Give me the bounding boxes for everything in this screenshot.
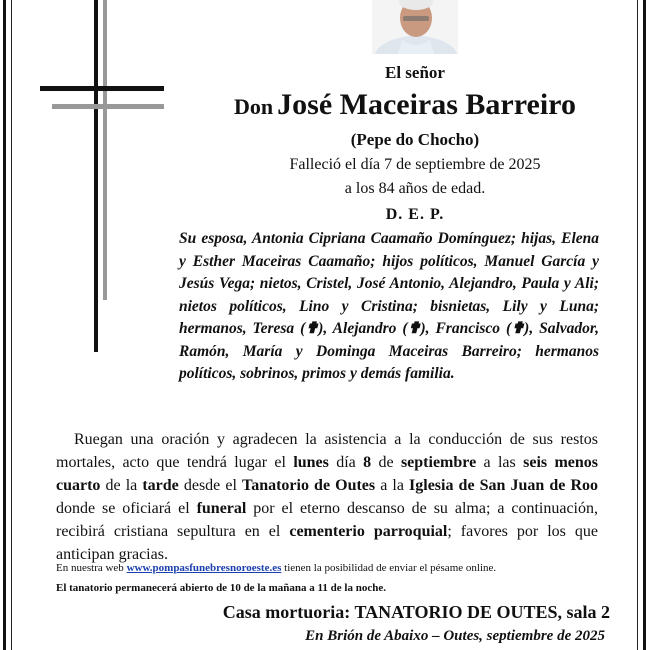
tanatorio-hours: El tanatorio permanecerá abierto de 10 de la mañana a 11 de la noche. [56,582,386,594]
announcement-month: septiembre [400,454,477,471]
portrait-photo [372,0,458,54]
family-list: Su esposa, Antonia Cipriana Caamaño Domínguez; hijas, Elena y Esther Maceiras Caamaño; hijos políticos, Manuel García y Jesús Vega; nietos, Cristel, José Antonio, Alejandro, Paula y Ali; nietos políticos, Lino y Cristina; bisnietas, Lily y Luna; hermanos, Teresa (✟), Alejandro (✟), Francisco (✟), Salvador, Ramón, María y Dominga Maceiras Barreiro; hermanos políticos, sobrinos, primos y demás familia. [179,230,599,382]
web-note-suffix: tienen la posibilidad de enviar el pésame online. [281,562,497,574]
announcement-text: de [371,454,401,471]
nickname: (Pepe do Chocho) [350,130,480,149]
announcement-text: por el eterno descanso de su alma; a continuación, recibirá cristiana sepultura en el [56,500,599,540]
ceremony-announcement [56,428,598,566]
web-note [56,562,616,574]
announcement-text: a la [375,477,410,494]
announcement-text: de la [100,477,143,494]
rip-label: D. E. P. [385,206,445,223]
announcement-text: a las [476,454,524,471]
right-border [643,0,646,650]
left-border [3,0,6,650]
title-prefix: El señor [385,63,445,82]
deceased-name-line [170,88,640,122]
announcement-text: Ruegan una oración y agradecen la asistencia a la conducción de sus restos mortales, acto que tendrá lugar el [56,431,598,471]
announcement-cemetery: cementerio parroquial [289,523,448,540]
honorific: Don [234,94,274,119]
announcement-day: lunes [293,454,329,471]
deceased-name: José Maceiras Barreiro [277,88,576,121]
announcement-text: desde el [178,477,242,494]
age-line: a los 84 años de edad. [344,180,486,197]
web-note-prefix: En nuestra web [56,562,127,574]
announcement-church: Iglesia de San Juan de Roo [409,477,598,494]
announcement-period: tarde [142,477,179,494]
announcement-time: seis menos cuarto [56,454,599,494]
place-date: En Brión de Abaixo – Outes, septiembre de 2025 [305,628,605,644]
announcement-text: ; favores por los que anticipan gracias. [56,523,598,563]
website-link[interactable]: www.pompasfunebresnoroeste.es [126,562,282,574]
casa-mortuoria: Casa mortuoria: TANATORIO DE OUTES, sala 2 [222,602,610,622]
announcement-text: día [328,454,364,471]
announcement-text: donde se oficiará el [56,500,197,517]
announcement-funeral: funeral [196,500,247,517]
announcement-date: 8 [363,454,372,471]
cross-icon [40,0,164,352]
death-date-line: Falleció el día 7 de septiembre de 2025 [289,156,541,173]
left-border-inner [11,0,12,650]
announcement-origin: Tanatorio de Outes [241,477,376,494]
